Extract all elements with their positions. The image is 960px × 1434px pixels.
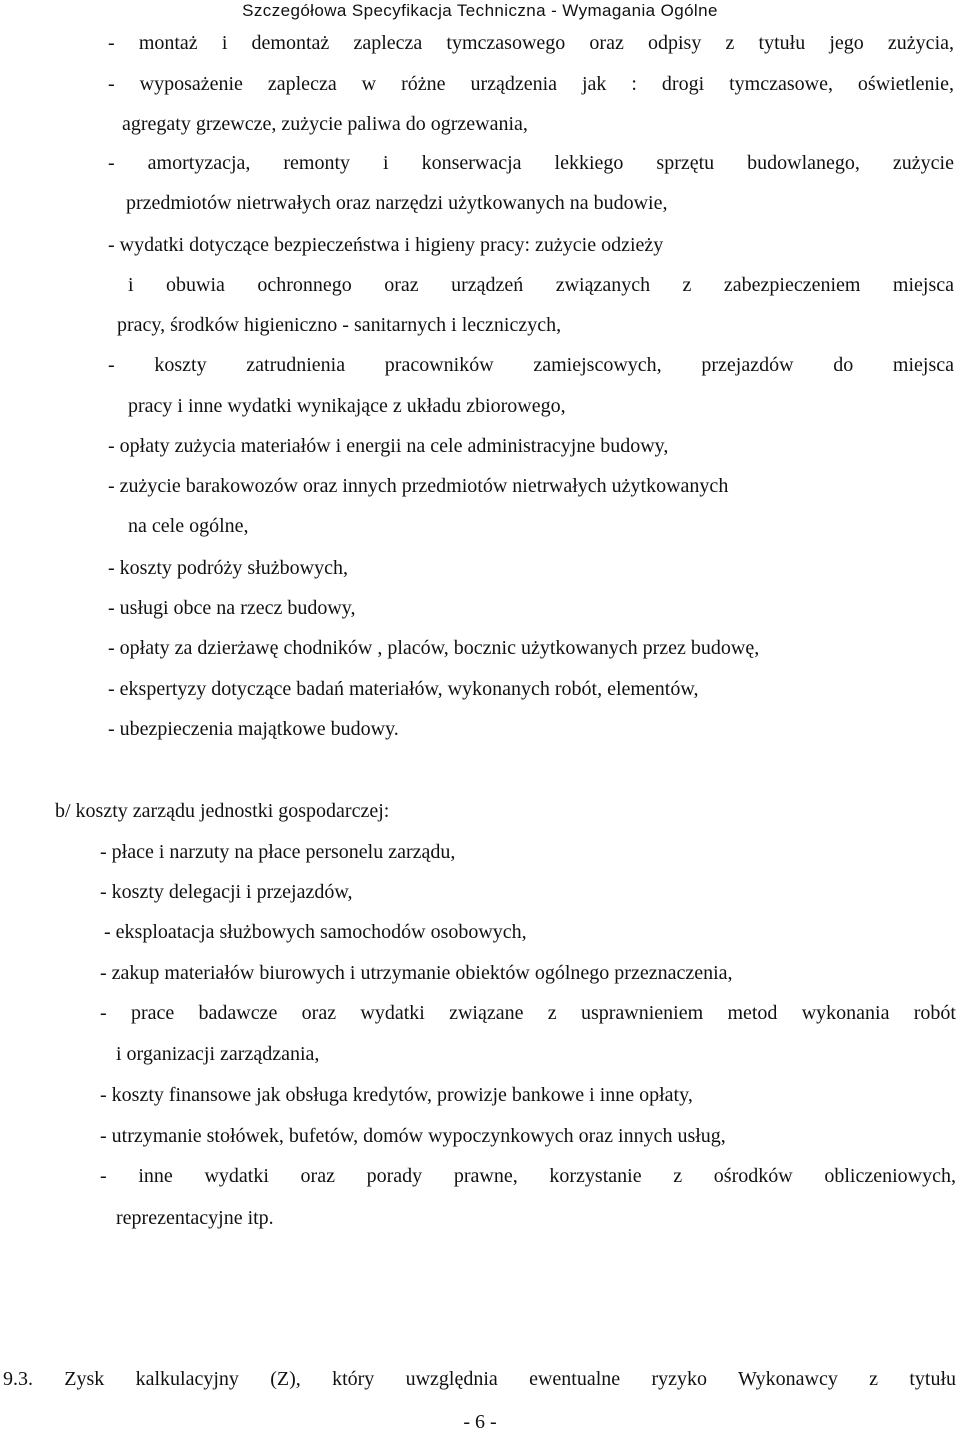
list-item: - opłaty zużycia materiałów i energii na cele administracyjne budowy, (108, 435, 669, 457)
list-item: - usługi obce na rzecz budowy, (108, 597, 356, 619)
page-number: - 6 - (463, 1411, 497, 1433)
list-item: - opłaty za dzierżawę chodników , placów, bocznic użytkowanych przez budowę, (108, 637, 760, 659)
list-item: - amortyzacja, remonty i konserwacja lekkiego sprzętu budowlanego, zużycie (108, 152, 954, 174)
list-item: - montaż i demontaż zaplecza tymczasowego oraz odpisy z tytułu jego zużycia, (108, 32, 954, 54)
list-item-continuation: i obuwia ochronnego oraz urządzeń związanych z zabezpieczeniem miejsca (128, 274, 954, 296)
list-item: - płace i narzuty na płace personelu zarządu, (100, 841, 456, 863)
list-item: - wyposażenie zaplecza w różne urządzenia jak : drogi tymczasowe, oświetlenie, (108, 73, 954, 95)
list-item: - ekspertyzy dotyczące badań materiałów, wykonanych robót, elementów, (108, 678, 699, 700)
list-item-continuation: przedmiotów nietrwałych oraz narzędzi użytkowanych na budowie, (126, 192, 668, 214)
list-item-continuation: na cele ogólne, (128, 515, 249, 537)
list-item: - zakup materiałów biurowych i utrzymanie obiektów ogólnego przeznaczenia, (100, 962, 733, 984)
list-item: - ubezpieczenia majątkowe budowy. (108, 718, 399, 740)
list-item-continuation: i organizacji zarządzania, (116, 1043, 320, 1065)
list-item-continuation: reprezentacyjne itp. (116, 1207, 274, 1229)
page-header: Szczegółowa Specyfikacja Techniczna - Wymagania Ogólne (242, 1, 718, 20)
list-item: - inne wydatki oraz porady prawne, korzystanie z ośrodków obliczeniowych, (100, 1165, 956, 1187)
list-item: - zużycie barakowozów oraz innych przedmiotów nietrwałych użytkowanych (108, 475, 729, 497)
list-item-continuation: agregaty grzewcze, zużycie paliwa do ogrzewania, (122, 113, 528, 135)
list-item-continuation: pracy i inne wydatki wynikające z układu zbiorowego, (128, 395, 566, 417)
section-b-heading: b/ koszty zarządu jednostki gospodarczej: (55, 800, 390, 822)
list-item: - koszty zatrudnienia pracowników zamiejscowych, przejazdów do miejsca (108, 354, 954, 376)
list-item: - utrzymanie stołówek, bufetów, domów wypoczynkowych oraz innych usług, (100, 1125, 726, 1147)
list-item: - eksploatacja służbowych samochodów osobowych, (104, 921, 527, 943)
list-item: - koszty finansowe jak obsługa kredytów, prowizje bankowe i inne opłaty, (100, 1084, 693, 1106)
list-item: - koszty delegacji i przejazdów, (100, 881, 353, 903)
section-9-3-paragraph: 9.3. Zysk kalkulacyjny (Z), który uwzględnia ewentualne ryzyko Wykonawcy z tytułu (3, 1368, 956, 1390)
list-item: - prace badawcze oraz wydatki związane z usprawnieniem metod wykonania robót (100, 1002, 956, 1024)
list-item: - wydatki dotyczące bezpieczeństwa i higieny pracy: zużycie odzieży (108, 234, 664, 256)
list-item: - koszty podróży służbowych, (108, 557, 348, 579)
list-item-continuation: pracy, środków higieniczno - sanitarnych i leczniczych, (117, 314, 562, 336)
